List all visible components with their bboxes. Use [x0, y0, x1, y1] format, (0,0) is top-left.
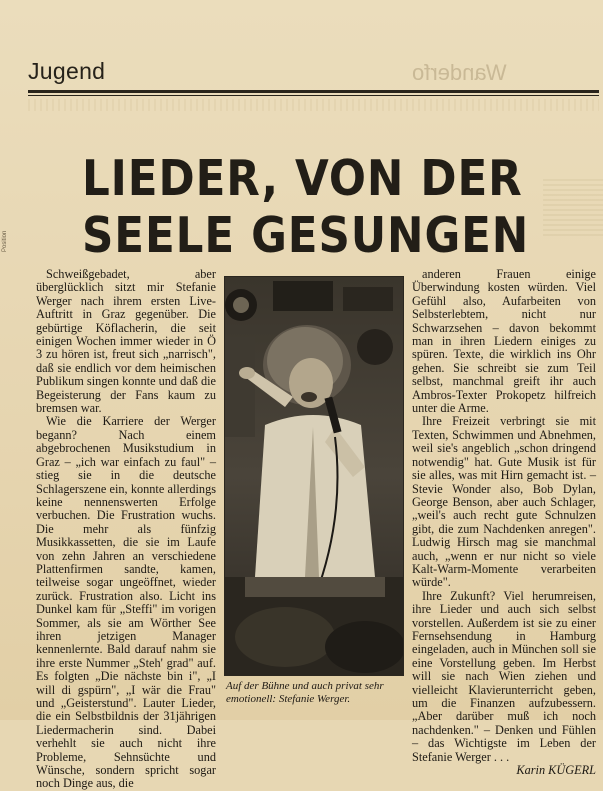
- paragraph: Ihre Zukunft? Viel herumreisen, ihre Lieder und auch sich selbst vorstellen. Außerdem ist sie zu einer Fernsehsendung in Hamburg eingeladen, auch in München soll sie eine Vorstellung geben. Im Herbst will sie nach Wien ziehen und vielleicht Klavierunterricht geben, um die Finanzen aufzubessern. „Aber darüber muß ich noch nachdenken." – Denken und Fühlen – das Wichtigste im Leben der Stefanie Werger . . .: [412, 588, 596, 764]
- header-rule-thin: [28, 95, 599, 96]
- article-photo: [224, 276, 404, 676]
- photo-singer-with-microphone: [225, 277, 403, 675]
- paragraph: Schweißgebadet, aber überglücklich sitzt mir Stefanie Werger nach ihrem ersten Live-Auftritt in Graz gegenüber. Die gebürtige Köflacherin, die seit einigen Wochen immer wieder in Ö 3 zu hören ist, freut sich „narrisch", daß sie endlich vor dem heimischen Publikum singen konnte und daß die Begeisterung der Fans kaum zu bremsen war.: [36, 267, 216, 416]
- header-rule-thick: [28, 90, 599, 93]
- article-column-3: [412, 268, 596, 777]
- photo-caption: Auf der Bühne und auch privat sehr emotionell: Stefanie Werger.: [226, 680, 384, 705]
- article-headline: [82, 150, 530, 264]
- margin-note: Position: [2, 230, 8, 252]
- section-label: Jugend: [28, 58, 106, 84]
- author-byline: Karin KÜGERL: [516, 763, 596, 778]
- headline-line-1: LIEDER, VON DER: [82, 150, 523, 207]
- show-through-block: [543, 176, 603, 236]
- article-column-1: [36, 268, 216, 791]
- show-through-section-label: Wanderfo: [412, 60, 507, 85]
- paragraph: Ihre Freizeit verbringt sie mit Texten, Schwimmen und Abnehmen, weil sie's angeblich „schon dringend notwendig" hat. Gute Musik ist für sie alles, was mit Hirn gemacht ist. – Stevie Wonder also, Bob Dylan, George Benson, aber auch Schlager, „weil's auch recht gute Schnulzen gibt, die zum Nachdenken anregen". Ludwig Hirsch mag sie manchmal auch, „wenn er nur nicht so viele Kalt-Warm-Momente verarbeiten würde".: [412, 414, 596, 590]
- show-through-texture: [28, 99, 599, 111]
- paragraph: Wie die Karriere der Werger begann? Nach einem abgebrochenen Musikstudium in Graz – „ich war einfach zu faul" – stieg sie in die deutsche Schlagerszene ein, konnte allerdings keine nennenswerten Erfolge verbuchen. Die Frustration wuchs. Die mehr als fünfzig Musikkassetten, die sie im Laufe von zehn Jahren an verschiedene Plattenfirmen sandte, kamen, teilweise sogar ungeöffnet, wieder zurück. Frustration also. Licht ins Dunkel kam für „Steffi" im vorigen Sommer, als sie am Wörther See ihren jetzigen Manager kennenlernte. Bald darauf nahm sie ihre erste Nummer „Steh' grad" auf. Es folgten „Die nächste bin i", „I will di gspürn", „I wär die Frau" und „Geisterstund". Lauter Lieder, die ein Selbstbildnis der 31jährigen Liedermacherin sind. Dabei verhehlt sie auch nicht ihre Probleme, Sehnsüchte und Wünsche, sondern spricht sogar noch Dinge aus, die: [36, 414, 216, 791]
- headline-line-2: SEELE GESUNGEN: [82, 207, 530, 264]
- paragraph: anderen Frauen einige Überwindung kosten würden. Viel Gefühl also, Aufarbeiten von Selbsterlebtem, nicht nur Schwarzsehen – davon bekommt man in ihren Liedern einiges zu spüren. Texte, die wirklich ins Ohr gehen. Sie schreibt sie zum Teil selbst, manchmal greift ihr auch Ambros-Texter Prokopetz hilfreich unter die Arme.: [412, 267, 596, 416]
